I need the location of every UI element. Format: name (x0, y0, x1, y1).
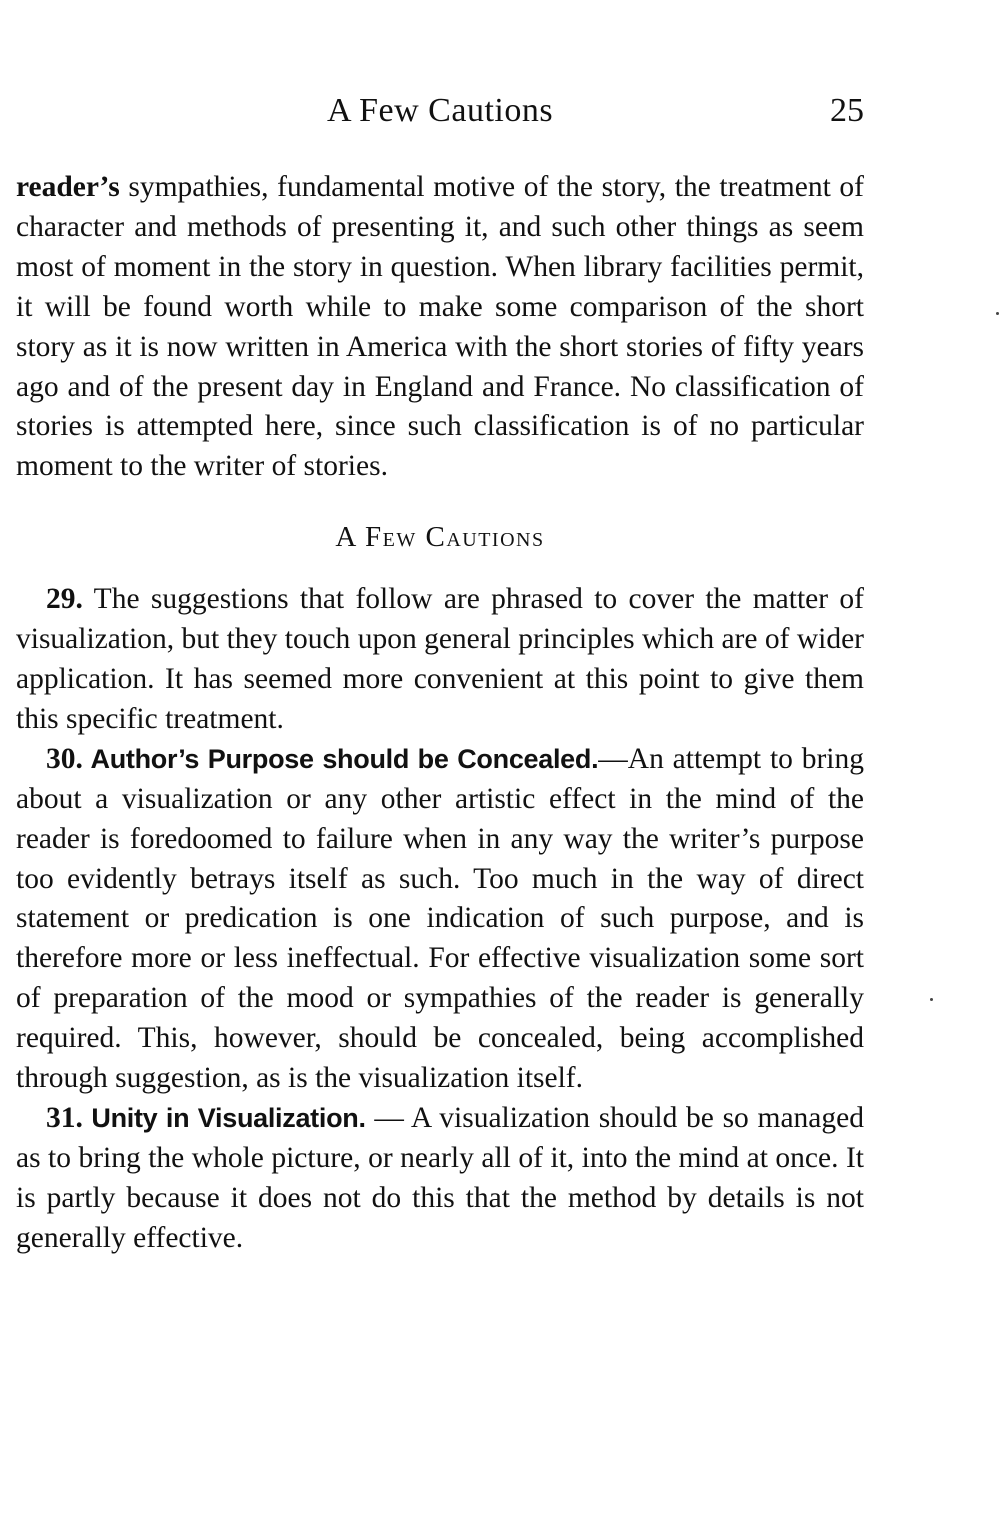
scan-speck (996, 312, 999, 315)
section-heading: A Few Cautions (335, 521, 545, 554)
paragraph-title: Author’s Purpose should be Concealed. (82, 743, 599, 774)
running-title: A Few Cautions (326, 92, 554, 129)
page-number: 25 (830, 92, 864, 129)
paragraph-number: 31. (46, 1101, 83, 1134)
paragraph-number: 29. (46, 583, 83, 616)
paragraph-text: The suggestions that follow are phrased to cover the matter of visualization, but they touch upon general principles which are of wider application. It has seemed more convenient at this point to give them this specific treatment. (16, 583, 864, 735)
paragraph-text: —An attempt to bring about a visualization or any other artistic effect in the mind of the reader is foredoomed to failure when in any way the writer’s purpose too evidently betrays itself as such. Too much in the way of direct statement or predication is one indication of such purpose, and is therefore more or less ineffectual. For effective visualization some sort of preparation of the mood or sympathies of the reader is generally required. This, however, should be concealed, being accomplished through suggestion, as is the visualization itself. (16, 742, 864, 1095)
scan-speck (930, 998, 933, 1001)
continuation-text: sympathies, fundamental motive of the story, the treatment of character and methods of presenting it, and such other things as seem most of moment in the story in question. When library facilities permit, it will be found worth while to make some comparison of the short story as it is now written in America with the short stories of fifty years ago and of the present day in England and France. No classification of stories is attempted here, since such classification is of no particular moment to the writer of stories. (16, 171, 864, 483)
paragraph-number: 30. (46, 742, 83, 775)
paragraph-title: Unity in Visualization. (82, 1102, 366, 1133)
paragraph-text: — A visualization should be so managed as to bring the whole picture, or nearly all of it, into the mind at once. It is partly because it does not do this that the method by details is not generally effective. (16, 1101, 864, 1254)
paragraph-30 (16, 740, 864, 1099)
continuation-paragraph (16, 168, 864, 487)
running-head (16, 92, 864, 142)
paragraph-31 (16, 1099, 864, 1259)
continuation-lead: reader’s (16, 171, 120, 203)
body-text (16, 168, 864, 1259)
paragraph-29 (16, 580, 864, 740)
